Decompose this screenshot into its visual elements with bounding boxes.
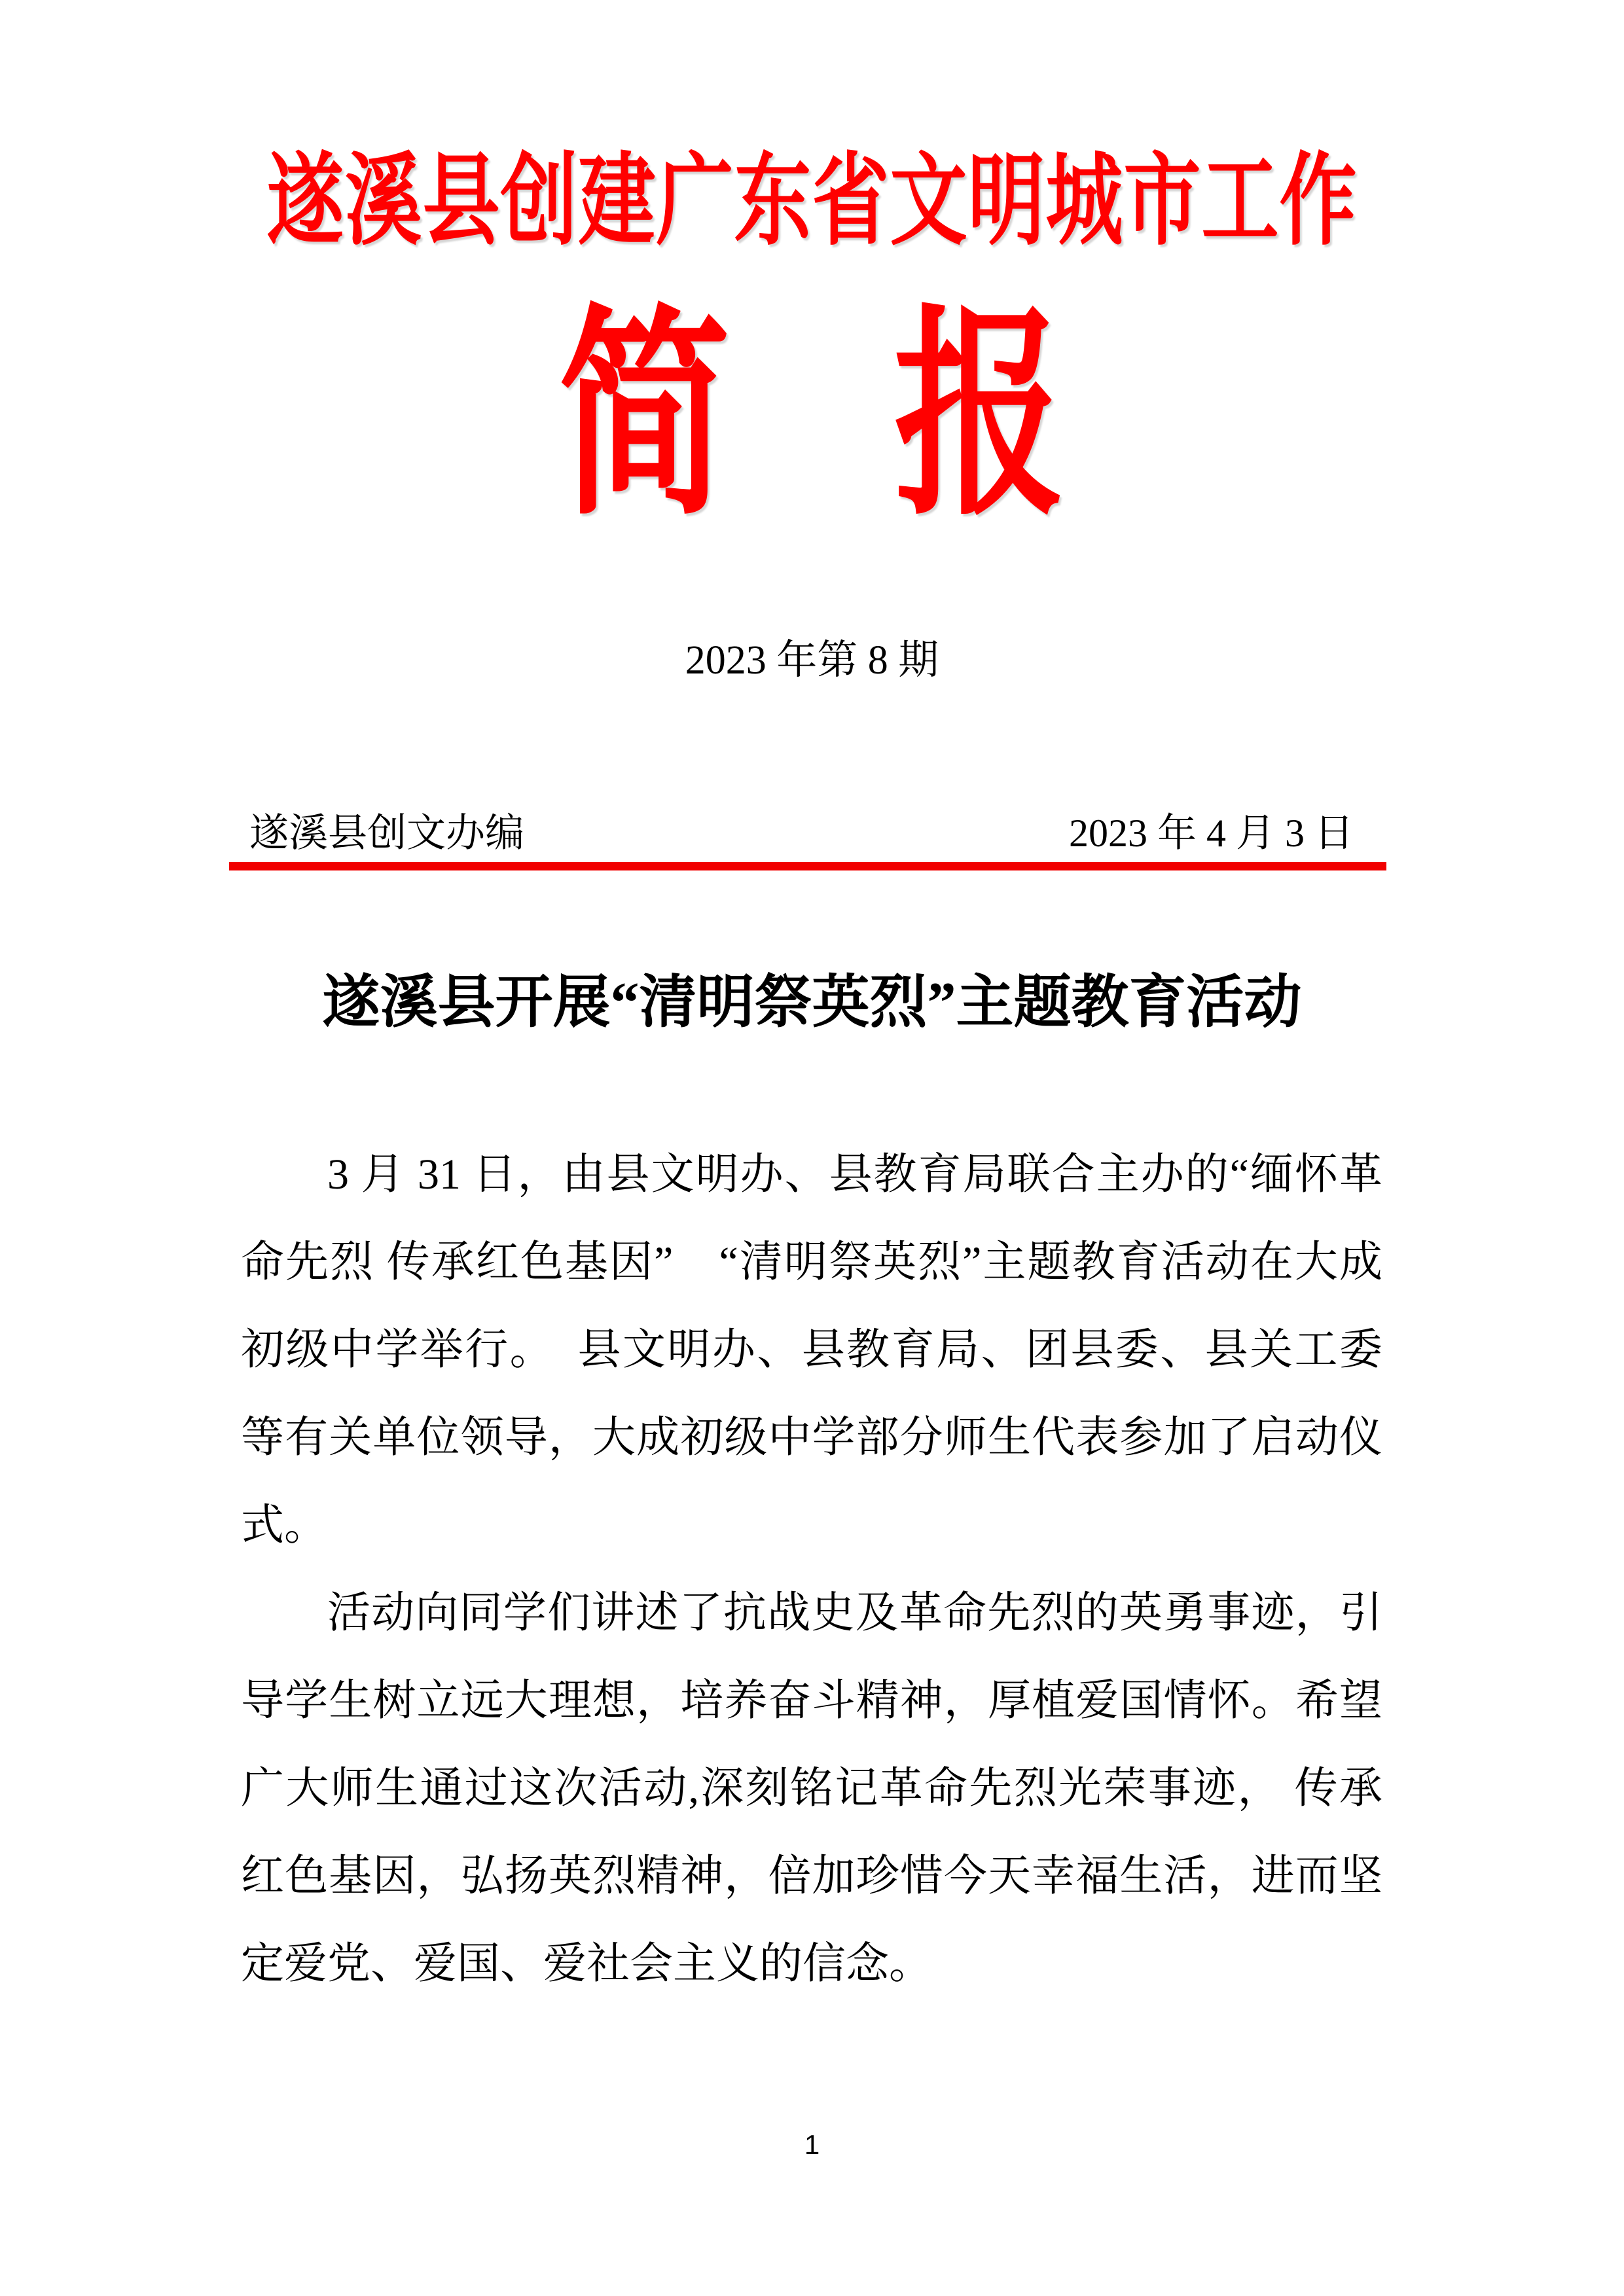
masthead-title-text: 遂溪县创建广东省文明城市工作 [266, 145, 1358, 258]
article-paragraph-2: 活动向同学们讲述了抗战史及革命先烈的英勇事迹，引导学生树立远大理想，培养奋斗精神，厚植爱国情怀。希望广大师生通过这次活动,深刻铭记革命先烈光荣事迹， 传承红色基因，弘扬英烈精神，倍加珍惜今天幸福生活，进而坚定爱党、爱国、爱社会主义的信念。 [241, 1589, 1382, 1988]
masthead-word-char-2: 报 [893, 294, 1066, 541]
issue-date: 2023 年 4 月 3 日 [1069, 812, 1354, 855]
article-title: 遂溪县开展“清明祭英烈”主题教育活动 [322, 971, 1302, 1035]
article-body [241, 1131, 1382, 2008]
red-divider-rule [229, 862, 1386, 870]
issue-number: 2023 年第 8 期 [685, 638, 939, 683]
article-paragraph-1: 3 月 31 日，由县文明办、县教育局联合主办的“缅怀革命先烈 传承红色基因” “清明祭英烈”主题教育活动在大成初级中学举行。 县文明办、县教育局、团县委、县关工委等有关单位领导，大成初级中学部分师生代表参加了启动仪式。 [241, 1151, 1382, 1549]
editor-label: 遂溪县创文办编 [249, 812, 524, 855]
byline-row [231, 812, 1393, 855]
masthead-word [0, 294, 1624, 541]
masthead-title [0, 145, 1624, 258]
masthead-word-char-1: 简 [558, 294, 731, 541]
page-number: 1 [804, 2129, 820, 2160]
